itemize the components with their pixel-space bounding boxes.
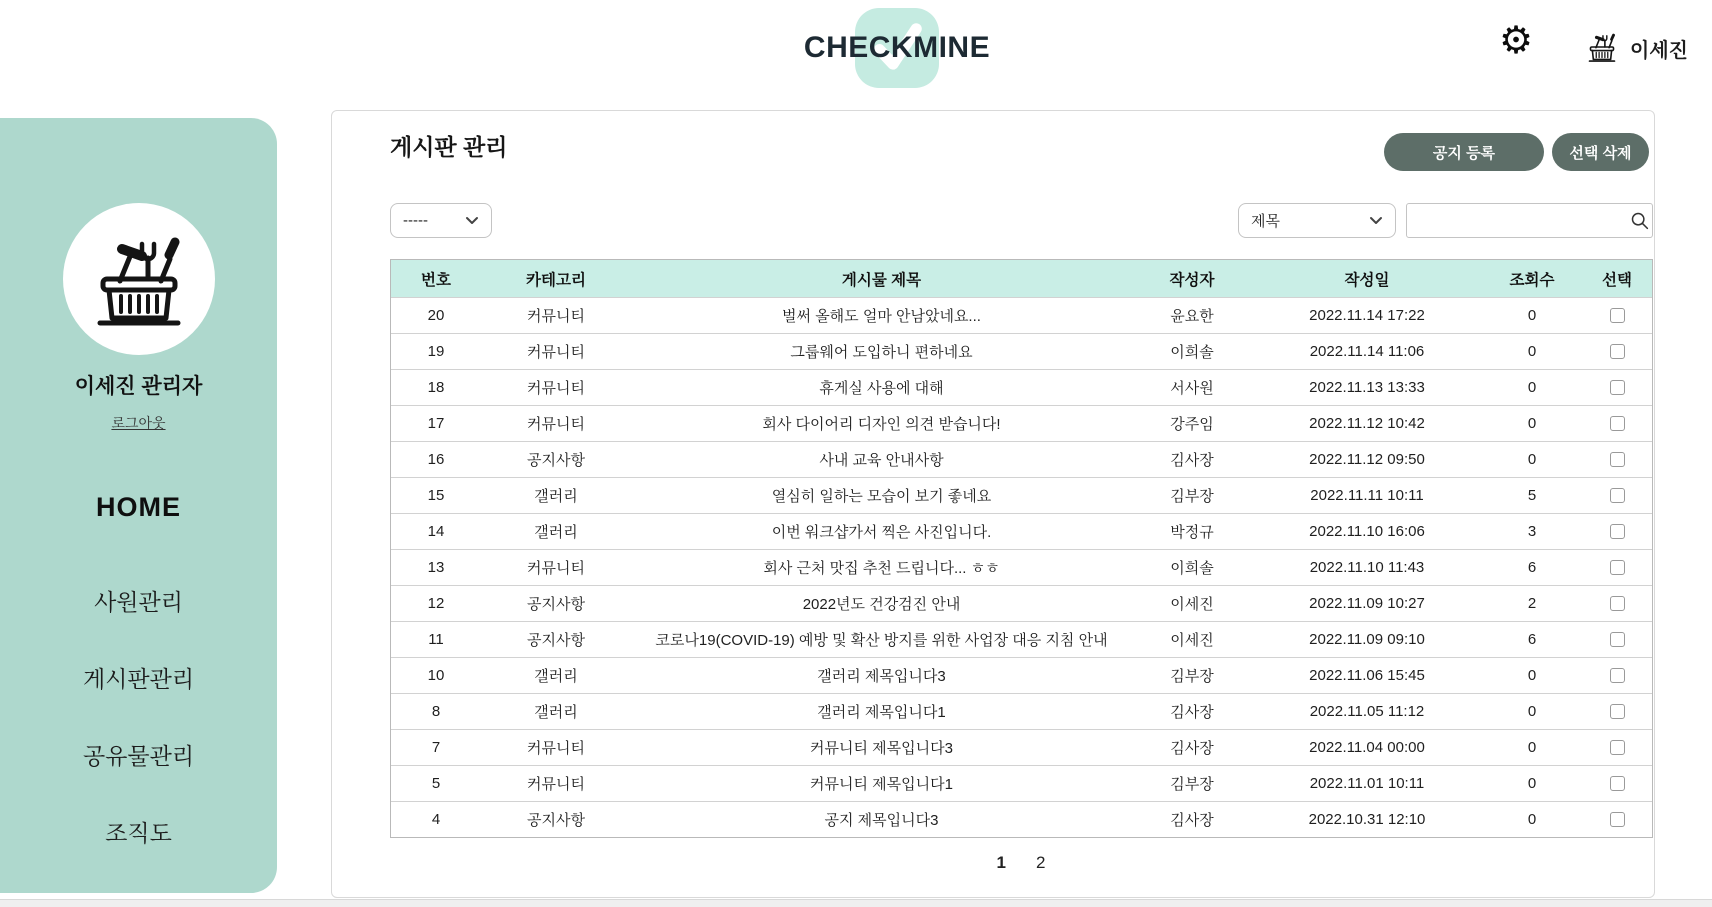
cell-select: [1582, 694, 1652, 729]
cell-views: 0: [1527, 343, 1537, 360]
cell-select: [1582, 766, 1652, 801]
cell-author: 김부장: [1170, 776, 1214, 793]
row-checkbox[interactable]: [1610, 776, 1625, 791]
action-buttons: [1384, 133, 1649, 171]
cell-category: 공지사항: [527, 632, 585, 649]
cell-author: 서사원: [1170, 380, 1214, 397]
row-checkbox[interactable]: [1610, 344, 1625, 359]
cell-date: 2022.11.10 16:06: [1309, 523, 1425, 540]
cell-title[interactable]: 코로나19(COVID-19) 예방 및 확산 방지를 위한 사업장 대응 지침 안내: [655, 632, 1108, 649]
cell-author: 박정규: [1170, 524, 1214, 541]
cell-date: 2022.10.31 12:10: [1308, 811, 1426, 828]
cell-category: 커뮤니티: [527, 344, 585, 361]
cell-date: 2022.11.14 17:22: [1309, 307, 1425, 324]
row-checkbox[interactable]: [1610, 596, 1625, 611]
table-row: [391, 621, 1652, 657]
table-row: [391, 441, 1652, 477]
cell-category: 갤러리: [534, 704, 578, 721]
cell-title[interactable]: 2022년도 건강검진 안내: [802, 596, 961, 613]
search-box: [1406, 203, 1653, 238]
pagination-page[interactable]: 1: [996, 853, 1006, 872]
search-field-value: 제목: [1251, 213, 1280, 230]
cell-views: 0: [1527, 667, 1537, 684]
sidebar-menu: [0, 562, 277, 870]
cell-title[interactable]: 그룹웨어 도입하니 편하네요: [790, 344, 973, 361]
cell-no: 5: [431, 775, 441, 792]
cell-select: [1582, 586, 1652, 621]
cell-author: 이세진: [1170, 632, 1214, 649]
cell-no: 18: [427, 379, 445, 396]
cell-title[interactable]: 벌써 올해도 얼마 안남았네요...: [782, 308, 981, 325]
cell-author: 윤요한: [1170, 308, 1214, 325]
settings-gear-icon[interactable]: ⚙: [1499, 20, 1534, 62]
cell-no: 8: [431, 703, 441, 720]
column-header: 게시물 제목: [841, 271, 922, 289]
cell-date: 2022.11.05 11:12: [1309, 703, 1425, 720]
search-input[interactable]: [1407, 204, 1626, 237]
cell-no: 15: [427, 487, 445, 504]
cell-select: [1582, 334, 1652, 369]
category-filter-select[interactable]: [390, 203, 492, 238]
profile-name: 이세진 관리자: [74, 375, 203, 398]
cell-views: 0: [1527, 451, 1537, 468]
cell-title[interactable]: 공지 제목입니다3: [824, 812, 939, 829]
cell-date: 2022.11.01 10:11: [1309, 775, 1425, 792]
cell-title[interactable]: 이번 워크샵가서 찍은 사진입니다.: [771, 524, 992, 541]
cell-author: 김부장: [1170, 488, 1214, 505]
cell-author: 김부장: [1170, 668, 1214, 685]
row-checkbox[interactable]: [1610, 488, 1625, 503]
table-row: [391, 729, 1652, 765]
cell-no: 7: [431, 739, 441, 756]
table-row: [391, 801, 1652, 837]
table-row: [391, 549, 1652, 585]
cell-author: 김사장: [1170, 452, 1214, 469]
cell-select: [1582, 514, 1652, 549]
row-checkbox[interactable]: [1610, 704, 1625, 719]
sidebar-item[interactable]: 조직도: [105, 820, 172, 846]
cell-title[interactable]: 사내 교육 안내사항: [819, 452, 944, 469]
sidebar-item[interactable]: 사원관리: [94, 589, 183, 615]
row-checkbox[interactable]: [1610, 452, 1625, 467]
logo-text: CHECKMINE: [803, 31, 991, 64]
sidebar-item[interactable]: 공유물관리: [82, 743, 195, 769]
cell-date: 2022.11.11 10:11: [1310, 487, 1424, 504]
row-checkbox[interactable]: [1610, 812, 1625, 827]
row-checkbox[interactable]: [1610, 380, 1625, 395]
cell-title[interactable]: 회사 근처 맛집 추천 드립니다... ㅎㅎ: [763, 560, 1000, 577]
cell-date: 2022.11.12 09:50: [1309, 451, 1425, 468]
cell-author: 이희솔: [1170, 344, 1214, 361]
header-user-name: 이세진: [1630, 40, 1688, 62]
cell-title[interactable]: 갤러리 제목입니다1: [817, 704, 946, 721]
column-header: 번호: [421, 271, 451, 289]
chevron-down-icon: [465, 216, 479, 225]
search-icon[interactable]: [1626, 204, 1652, 237]
cell-date: 2022.11.13 13:33: [1309, 379, 1425, 396]
cell-views: 3: [1527, 523, 1537, 540]
page-title: 게시판 관리: [390, 134, 508, 160]
column-header: 작성자: [1169, 271, 1215, 289]
table-row: [391, 765, 1652, 801]
cell-no: 4: [431, 811, 441, 828]
cell-select: [1582, 370, 1652, 405]
cell-category: 갤러리: [534, 488, 578, 505]
app-logo[interactable]: [797, 4, 997, 96]
table-row: [391, 513, 1652, 549]
column-header: 선택: [1602, 271, 1632, 289]
column-header: 작성일: [1344, 271, 1390, 289]
cell-views: 0: [1527, 703, 1537, 720]
notice-register-button[interactable]: 공지 등록: [1384, 133, 1544, 171]
cell-views: 2: [1527, 595, 1537, 612]
sidebar-item-home[interactable]: HOME: [96, 492, 181, 522]
cell-date: 2022.11.14 11:06: [1309, 343, 1425, 360]
cell-select: [1582, 730, 1652, 765]
row-checkbox[interactable]: [1610, 560, 1625, 575]
cell-category: 커뮤니티: [527, 560, 585, 577]
row-checkbox[interactable]: [1610, 416, 1625, 431]
sidebar-item[interactable]: 게시판관리: [82, 666, 195, 692]
cell-no: 17: [427, 415, 445, 432]
cell-views: 0: [1527, 811, 1537, 828]
cell-date: 2022.11.09 10:27: [1309, 595, 1425, 612]
cell-title[interactable]: 커뮤니티 제목입니다3: [810, 740, 953, 757]
row-checkbox[interactable]: [1610, 308, 1625, 323]
toolbox-icon: [89, 229, 189, 329]
cell-category: 공지사항: [527, 596, 585, 613]
cell-views: 6: [1527, 631, 1537, 648]
cell-author: 김사장: [1170, 704, 1214, 721]
cell-category: 커뮤니티: [527, 416, 585, 433]
pagination-page[interactable]: 2: [1036, 853, 1046, 872]
table-body: [391, 297, 1652, 837]
row-checkbox[interactable]: [1610, 632, 1625, 647]
pagination: [332, 853, 1654, 873]
selected-delete-button[interactable]: 선택 삭제: [1552, 133, 1649, 171]
category-filter-value: -----: [403, 212, 428, 229]
cell-no: 12: [427, 595, 445, 612]
cell-select: [1582, 478, 1652, 513]
board-table: [390, 259, 1653, 838]
cell-views: 0: [1527, 775, 1537, 792]
cell-author: 김사장: [1170, 740, 1214, 757]
table-row: [391, 657, 1652, 693]
table-row: [391, 693, 1652, 729]
cell-select: [1582, 802, 1652, 837]
table-row: [391, 369, 1652, 405]
row-checkbox[interactable]: [1610, 668, 1625, 683]
column-header: 카테고리: [526, 271, 586, 289]
cell-select: [1582, 298, 1652, 333]
cell-title[interactable]: 커뮤니티 제목입니다1: [810, 776, 953, 793]
row-checkbox[interactable]: [1610, 740, 1625, 755]
cell-no: 10: [427, 667, 445, 684]
cell-views: 0: [1527, 739, 1537, 756]
logout-link[interactable]: 로그아웃: [111, 415, 166, 431]
cell-no: 11: [428, 631, 444, 648]
cell-category: 커뮤니티: [527, 740, 585, 757]
cell-date: 2022.11.06 15:45: [1309, 667, 1425, 684]
cell-select: [1582, 550, 1652, 585]
cell-select: [1582, 442, 1652, 477]
cell-views: 5: [1527, 487, 1537, 504]
cell-category: 커뮤니티: [527, 380, 585, 397]
cell-category: 갤러리: [534, 524, 578, 541]
bottom-strip: [0, 899, 1712, 907]
table-row: [391, 297, 1652, 333]
cell-category: 공지사항: [527, 812, 585, 829]
cell-date: 2022.11.12 10:42: [1309, 415, 1425, 432]
table-row: [391, 333, 1652, 369]
cell-title[interactable]: 열심히 일하는 모습이 보기 좋네요: [771, 488, 992, 505]
cell-title[interactable]: 회사 다이어리 디자인 의견 받습니다!: [762, 416, 1001, 433]
board-management-panel: [331, 110, 1655, 898]
sidebar: [0, 118, 277, 893]
top-bar: [0, 0, 1712, 100]
cell-title[interactable]: 휴게실 사용에 대해: [819, 380, 944, 397]
table-row: [391, 585, 1652, 621]
cell-no: 13: [427, 559, 445, 576]
search-field-select[interactable]: [1238, 203, 1396, 238]
cell-title[interactable]: 갤러리 제목입니다3: [817, 668, 946, 685]
cell-author: 이희솔: [1170, 560, 1214, 577]
cell-select: [1582, 406, 1652, 441]
cell-category: 커뮤니티: [527, 776, 585, 793]
cell-views: 6: [1527, 559, 1537, 576]
toolbox-icon: [1586, 31, 1618, 63]
avatar: [63, 203, 215, 355]
cell-category: 커뮤니티: [527, 308, 585, 325]
cell-date: 2022.11.04 00:00: [1309, 739, 1425, 756]
cell-select: [1582, 622, 1652, 657]
column-header: 조회수: [1509, 271, 1555, 289]
chevron-down-icon: [1369, 216, 1383, 225]
cell-views: 0: [1527, 307, 1537, 324]
cell-category: 공지사항: [527, 452, 585, 469]
table-row: [391, 477, 1652, 513]
table-row: [391, 405, 1652, 441]
cell-author: 이세진: [1170, 596, 1214, 613]
cell-no: 14: [427, 523, 445, 540]
cell-date: 2022.11.10 11:43: [1309, 559, 1425, 576]
cell-no: 20: [427, 307, 445, 324]
cell-author: 강주임: [1170, 416, 1214, 433]
cell-author: 김사장: [1170, 812, 1214, 829]
table-header-row: [391, 260, 1652, 297]
cell-no: 16: [427, 451, 445, 468]
cell-date: 2022.11.09 09:10: [1309, 631, 1425, 648]
cell-no: 19: [427, 343, 445, 360]
cell-select: [1582, 658, 1652, 693]
cell-views: 0: [1527, 415, 1537, 432]
cell-views: 0: [1527, 379, 1537, 396]
row-checkbox[interactable]: [1610, 524, 1625, 539]
cell-category: 갤러리: [534, 668, 578, 685]
